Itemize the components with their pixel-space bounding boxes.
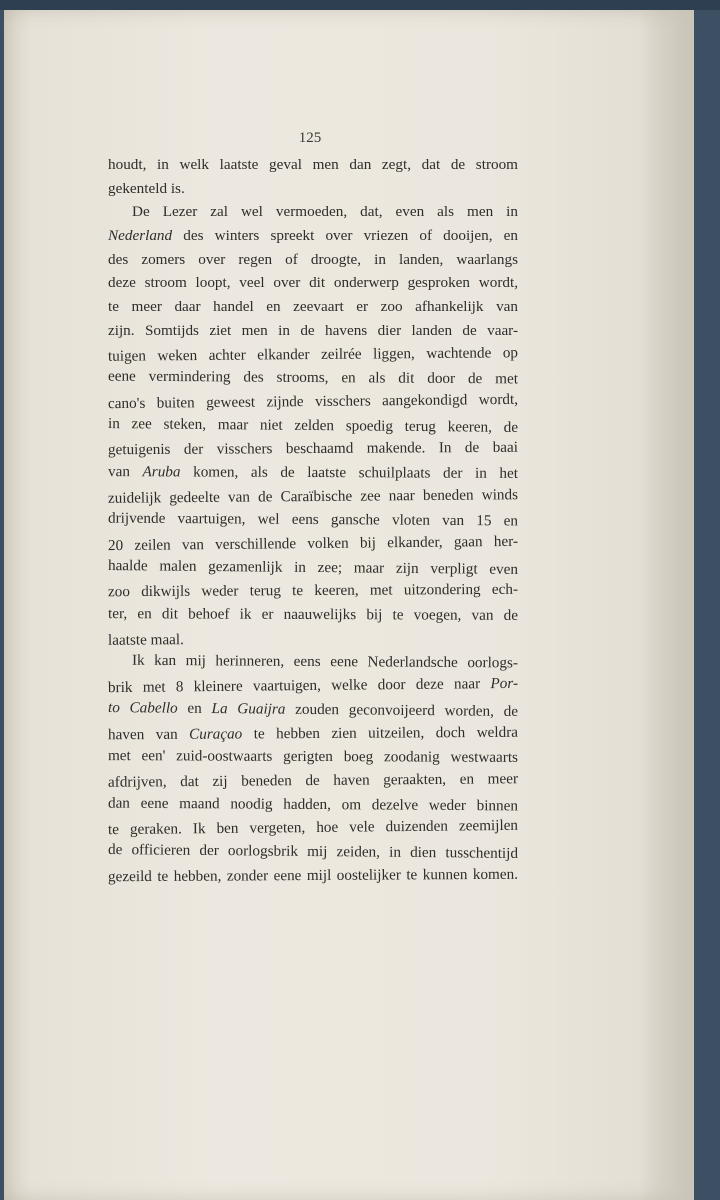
text-segment: getuigenis der visschers beschaamd makende. In de baai bbox=[107, 438, 519, 459]
italic-text: Por- bbox=[490, 674, 519, 693]
text-line bbox=[108, 295, 518, 319]
body-text bbox=[108, 153, 518, 887]
text-segment: en bbox=[177, 699, 212, 717]
italic-text: Aruba bbox=[142, 463, 181, 481]
text-segment: des zomers over regen of droogte, in landen, waarlangs bbox=[108, 250, 518, 268]
text-line bbox=[108, 319, 518, 343]
scan-background bbox=[0, 0, 720, 10]
text-segment: eene vermindering des strooms, en als dit door de met bbox=[107, 367, 519, 388]
text-segment: afdrijven, dat zij beneden de haven geraakten, en meer bbox=[107, 770, 519, 791]
text-line bbox=[108, 341, 518, 368]
text-line bbox=[108, 767, 518, 794]
text-segment: De Lezer zal wel vermoeden, dat, even als men in bbox=[132, 203, 518, 221]
text-segment: dan eene maand noodig hadden, om dezelve weder binnen bbox=[107, 794, 519, 814]
text-segment: gekenteld is. bbox=[108, 179, 185, 197]
text-segment: de officieren der oorlogsbrik mij zeiden, in dien tusschentijd bbox=[107, 840, 519, 862]
text-line bbox=[108, 696, 518, 724]
text-line bbox=[108, 200, 518, 224]
text-segment: in zee steken, maar niet zelden spoedig terug keeren, de bbox=[107, 414, 519, 436]
text-line bbox=[108, 744, 518, 769]
text-segment: haalde malen gezamenlijk in zee; maar zijn verpligt even bbox=[107, 556, 519, 578]
text-segment: houdt, in welk laatste geval men dan zegt, dat de stroom bbox=[108, 156, 518, 173]
text-line bbox=[108, 224, 518, 248]
text-line bbox=[108, 720, 518, 746]
text-segment: drijvende vaartuigen, wel eens gansche vloten van 15 en bbox=[107, 509, 519, 530]
text-segment: komen, als de laatste schuilplaats der in het bbox=[180, 463, 519, 482]
text-line bbox=[108, 578, 518, 604]
text-segment: te meer daar handel en zeevaart er zoo afhankelijk van bbox=[108, 298, 518, 316]
text-line bbox=[108, 436, 518, 462]
text-segment: zuidelijk gedeelte van de Caraïbische zee naar beneden winds bbox=[107, 485, 519, 507]
text-segment: Ik kan mij herinneren, eens eene Nederlandsche oorlogs- bbox=[131, 652, 519, 672]
italic-text: Nederland bbox=[108, 227, 173, 245]
text-segment: tuigen weken achter elkander zeilrée liggen, wachtende op bbox=[107, 343, 519, 365]
italic-text: Curaçao bbox=[189, 724, 243, 743]
text-line bbox=[108, 271, 518, 295]
text-line bbox=[108, 838, 518, 866]
text-line bbox=[108, 412, 518, 440]
italic-text: La Guaijra bbox=[211, 699, 286, 718]
text-segment: brik met 8 kleinere vaartuigen, welke door deze naar bbox=[107, 675, 491, 697]
text-line bbox=[108, 388, 518, 416]
text-line bbox=[108, 365, 518, 392]
text-segment: laatste maal. bbox=[107, 630, 184, 649]
text-segment: met een' zuid-oostwaarts gerigten boeg zoodanig westwaarts bbox=[107, 747, 519, 767]
text-line bbox=[108, 602, 518, 627]
italic-text: to Cabello bbox=[107, 698, 178, 717]
page-edge-shadow bbox=[640, 10, 694, 1200]
text-segment: zoo dikwijls weder terug te keeren, met uitzondering ech- bbox=[107, 581, 519, 601]
text-line bbox=[108, 248, 518, 272]
text-line bbox=[108, 153, 518, 177]
text-line bbox=[108, 177, 518, 201]
text-segment: te hebben zien uitzeilen, doch weldra bbox=[242, 723, 519, 742]
text-line bbox=[108, 862, 518, 888]
page-number: 125 bbox=[298, 130, 322, 146]
text-segment: ter, en dit behoef ik er naauwelijks bij te voegen, van de bbox=[107, 605, 519, 624]
text-segment: van bbox=[107, 463, 143, 481]
text-segment: cano's buiten geweest zijnde visschers aangekondigd wordt, bbox=[107, 390, 519, 413]
text-segment: gezeild te hebben, zonder eene mijl oostelijker te kunnen komen. bbox=[107, 865, 519, 885]
text-line bbox=[108, 507, 518, 534]
text-segment: deze stroom loopt, veel over dit onderwerp gesproken wordt, bbox=[108, 274, 518, 292]
text-line bbox=[108, 460, 518, 485]
text-segment: zijn. Somtijds ziet men in de havens dier landen de vaar- bbox=[108, 321, 518, 339]
text-segment: des winters spreekt over vriezen of dooijen, en bbox=[172, 227, 518, 245]
text-segment: te geraken. Ik ben vergeten, hoe vele duizenden zeemijlen bbox=[107, 817, 519, 839]
text-segment: haven van bbox=[107, 725, 190, 743]
text-segment: zouden geconvoijeerd worden, de bbox=[285, 700, 519, 720]
text-segment: 20 zeilen van verschillende volken bij elkander, gaan her- bbox=[107, 532, 519, 555]
